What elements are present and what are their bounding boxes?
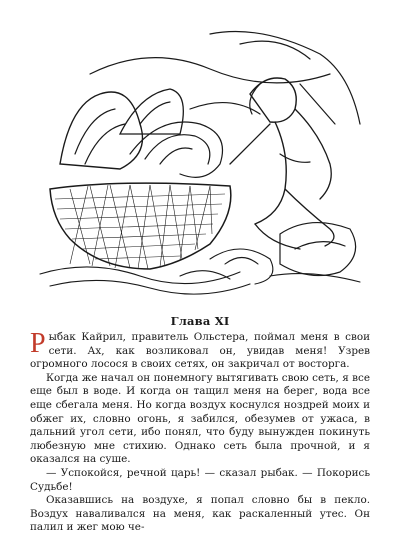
paragraph-1-text: ыбак Кайрил, правитель Ольстера, поймал меня в свои сети. Ах, как возликовал он, увидав меня! Узрев огромного лосося в своих сетях, он закричал от восторга. [30,331,370,371]
fisherman-net-illustration [30,14,372,297]
paragraph-4: Оказавшись на воздухе, я попал словно бы в пекло. Воздух наваливался на меня, как раскаленный утес. Он палил и жег мою че- [30,494,370,534]
paragraph-3: — Успокойся, речной царь! — сказал рыбак. — Покорись Судьбе! [30,466,370,493]
chapter-title: Глава XI [170,314,230,328]
body-text [30,328,370,535]
illustration-drawing [30,14,372,297]
drop-cap: Р [30,328,46,359]
paragraph-1 [30,328,370,372]
paragraph-2: Когда же начал он понемногу вытягивать свою сеть, я все еще был в воде. И когда он тащил меня на берег, вода все еще сбегала меня. Но когда воздух коснулся ноздрей моих и обжег их, словно огонь, я забился, обезумев от ужаса, в дальний угол сети, ибо понял, что буду вынужден покинуть любезную мне стихию. Однако сеть была прочной, и я оказался на суше. [30,371,370,466]
